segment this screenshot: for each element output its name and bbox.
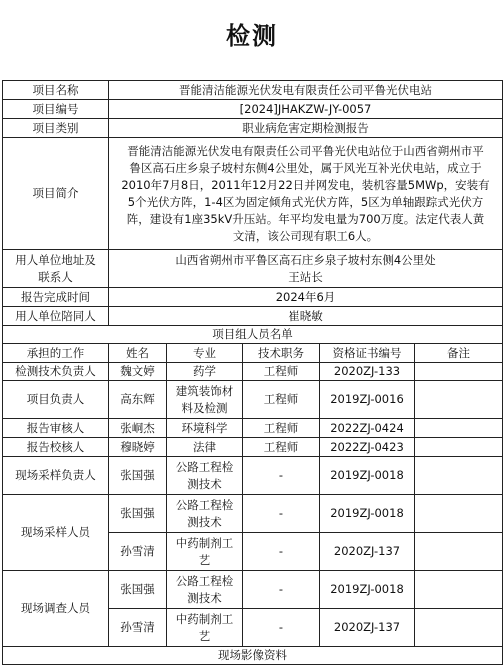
cell-note — [415, 571, 503, 609]
cell-title: - — [243, 495, 320, 533]
major-line: 测技术 — [187, 514, 222, 529]
cell-name: 孙雪清 — [109, 533, 167, 571]
cell-cert: 2019ZJ-0018 — [320, 495, 415, 533]
companion-label: 用人单位陪同人 — [3, 307, 109, 326]
table-row — [3, 495, 503, 533]
cell-role: 现场采样负责人 — [3, 457, 109, 495]
intro-line: 阵，建设有1座35kV升压站。年平均发电量为700万度。法定代表人黄 — [126, 211, 485, 226]
cell-cert: 2022ZJ-0423 — [320, 438, 415, 457]
project-code-value: [2024]JHAKZW-JY-0057 — [109, 100, 503, 119]
cell-name: 张国强 — [109, 457, 167, 495]
address-value-line: 山西省朔州市平鲁区高石庄乡泉子坡村东侧4公里处 — [175, 252, 436, 267]
cell-major — [167, 457, 243, 495]
project-code-row — [3, 100, 503, 119]
cell-cert: 2019ZJ-0018 — [320, 571, 415, 609]
project-type-label: 项目类别 — [3, 119, 109, 138]
major-line: 建筑装饰材 — [175, 383, 234, 398]
major-line: 测技术 — [187, 590, 222, 605]
table-row — [3, 419, 503, 438]
cell-note — [415, 609, 503, 647]
cell-name: 张峒杰 — [109, 419, 167, 438]
staff-section-title: 项目组人员名单 — [3, 326, 503, 344]
table-row — [3, 438, 503, 457]
cell-name: 孙雪清 — [109, 609, 167, 647]
project-info-table — [2, 80, 503, 665]
address-row — [3, 250, 503, 288]
cell-major — [167, 533, 243, 571]
report-date-value: 2024年6月 — [109, 288, 503, 307]
cell-role: 报告审核人 — [3, 419, 109, 438]
address-label-line: 用人单位地址及 — [15, 252, 96, 267]
cell-title: 工程师 — [243, 438, 320, 457]
cell-major — [167, 609, 243, 647]
project-intro-row — [3, 138, 503, 250]
header-name: 姓名 — [109, 344, 167, 363]
header-cert: 资格证书编号 — [320, 344, 415, 363]
major-line: 艺 — [198, 552, 211, 567]
project-intro-text — [109, 138, 503, 250]
project-type-row — [3, 119, 503, 138]
cell-note — [415, 363, 503, 381]
document-title: 检测 — [226, 22, 278, 50]
cell-role: 现场采样人员 — [3, 495, 109, 571]
major-line: 公路工程检 — [175, 497, 234, 512]
major-line: 公路工程检 — [175, 573, 234, 588]
cell-role: 项目负责人 — [3, 381, 109, 419]
cell-name: 张国强 — [109, 571, 167, 609]
cell-role: 现场调查人员 — [3, 571, 109, 647]
cell-note — [415, 533, 503, 571]
header-title: 技术职务 — [243, 344, 320, 363]
project-type-value: 职业病危害定期检测报告 — [109, 119, 503, 138]
cell-note — [415, 438, 503, 457]
cell-note — [415, 419, 503, 438]
cell-cert: 2020ZJ-137 — [320, 609, 415, 647]
cell-name: 魏文婷 — [109, 363, 167, 381]
project-intro-label: 项目简介 — [3, 138, 109, 250]
address-label — [3, 250, 109, 288]
report-date-label: 报告完成时间 — [3, 288, 109, 307]
intro-line: 晋能清洁能源光伏发电有限责任公司平鲁光伏电站位于山西省朔州市平 — [127, 143, 484, 158]
cell-title: 工程师 — [243, 381, 320, 419]
cell-major — [167, 495, 243, 533]
report-date-row — [3, 288, 503, 307]
table-row — [3, 457, 503, 495]
intro-line: 文清，该公司现有职工6人。 — [232, 228, 379, 243]
staff-header-row — [3, 344, 503, 363]
cell-title: - — [243, 457, 320, 495]
intro-line: 5个光伏方阵，1-4区为固定倾角式光伏方阵，5区为单轴跟踪式光伏方 — [127, 194, 484, 209]
cell-cert: 2019ZJ-0016 — [320, 381, 415, 419]
photo-section-row — [3, 647, 503, 665]
cell-cert: 2020ZJ-133 — [320, 363, 415, 381]
cell-note — [415, 457, 503, 495]
project-name-row — [3, 81, 503, 100]
cell-role: 检测技术负责人 — [3, 363, 109, 381]
major-line: 中药制剂工 — [175, 611, 234, 626]
cell-cert: 2022ZJ-0424 — [320, 419, 415, 438]
project-name-value: 晋能清洁能源光伏发电有限责任公司平鲁光伏电站 — [109, 81, 503, 100]
cell-major: 药学 — [167, 363, 243, 381]
photo-section-title: 现场影像资料 — [3, 647, 503, 665]
project-name-label: 项目名称 — [3, 81, 109, 100]
cell-title: - — [243, 533, 320, 571]
address-value — [109, 250, 503, 288]
cell-role: 报告校核人 — [3, 438, 109, 457]
table-row — [3, 381, 503, 419]
address-contact: 王站长 — [288, 269, 323, 284]
table-row — [3, 571, 503, 609]
project-code-label: 项目编号 — [3, 100, 109, 119]
intro-line: 2010年7月8日，2011年12月22日并网发电，装机容量5MWp，安装有 — [121, 177, 490, 192]
header-role: 承担的工作 — [3, 344, 109, 363]
cell-title: - — [243, 609, 320, 647]
major-line: 中药制剂工 — [175, 535, 234, 550]
cell-title: 工程师 — [243, 419, 320, 438]
cell-name: 张国强 — [109, 495, 167, 533]
companion-value: 崔晓敏 — [109, 307, 503, 326]
table-row — [3, 363, 503, 381]
major-line: 料及检测 — [181, 400, 228, 415]
cell-major — [167, 381, 243, 419]
cell-major: 环境科学 — [167, 419, 243, 438]
cell-title: - — [243, 571, 320, 609]
intro-line: 鲁区高石庄乡泉子坡村东侧4公里处，属于风光互补光伏电站，成立于 — [129, 160, 482, 175]
major-line: 测技术 — [187, 476, 222, 491]
cell-title: 工程师 — [243, 363, 320, 381]
major-line: 公路工程检 — [175, 459, 234, 474]
cell-cert: 2019ZJ-0018 — [320, 457, 415, 495]
header-major: 专业 — [167, 344, 243, 363]
staff-section-row — [3, 326, 503, 344]
cell-major: 法律 — [167, 438, 243, 457]
cell-cert: 2020ZJ-137 — [320, 533, 415, 571]
cell-name: 穆晓婷 — [109, 438, 167, 457]
header-note: 备注 — [415, 344, 503, 363]
cell-note — [415, 381, 503, 419]
major-line: 艺 — [198, 628, 211, 643]
companion-row — [3, 307, 503, 326]
address-label-line: 联系人 — [38, 269, 73, 284]
cell-major — [167, 571, 243, 609]
cell-name: 高东辉 — [109, 381, 167, 419]
cell-note — [415, 495, 503, 533]
